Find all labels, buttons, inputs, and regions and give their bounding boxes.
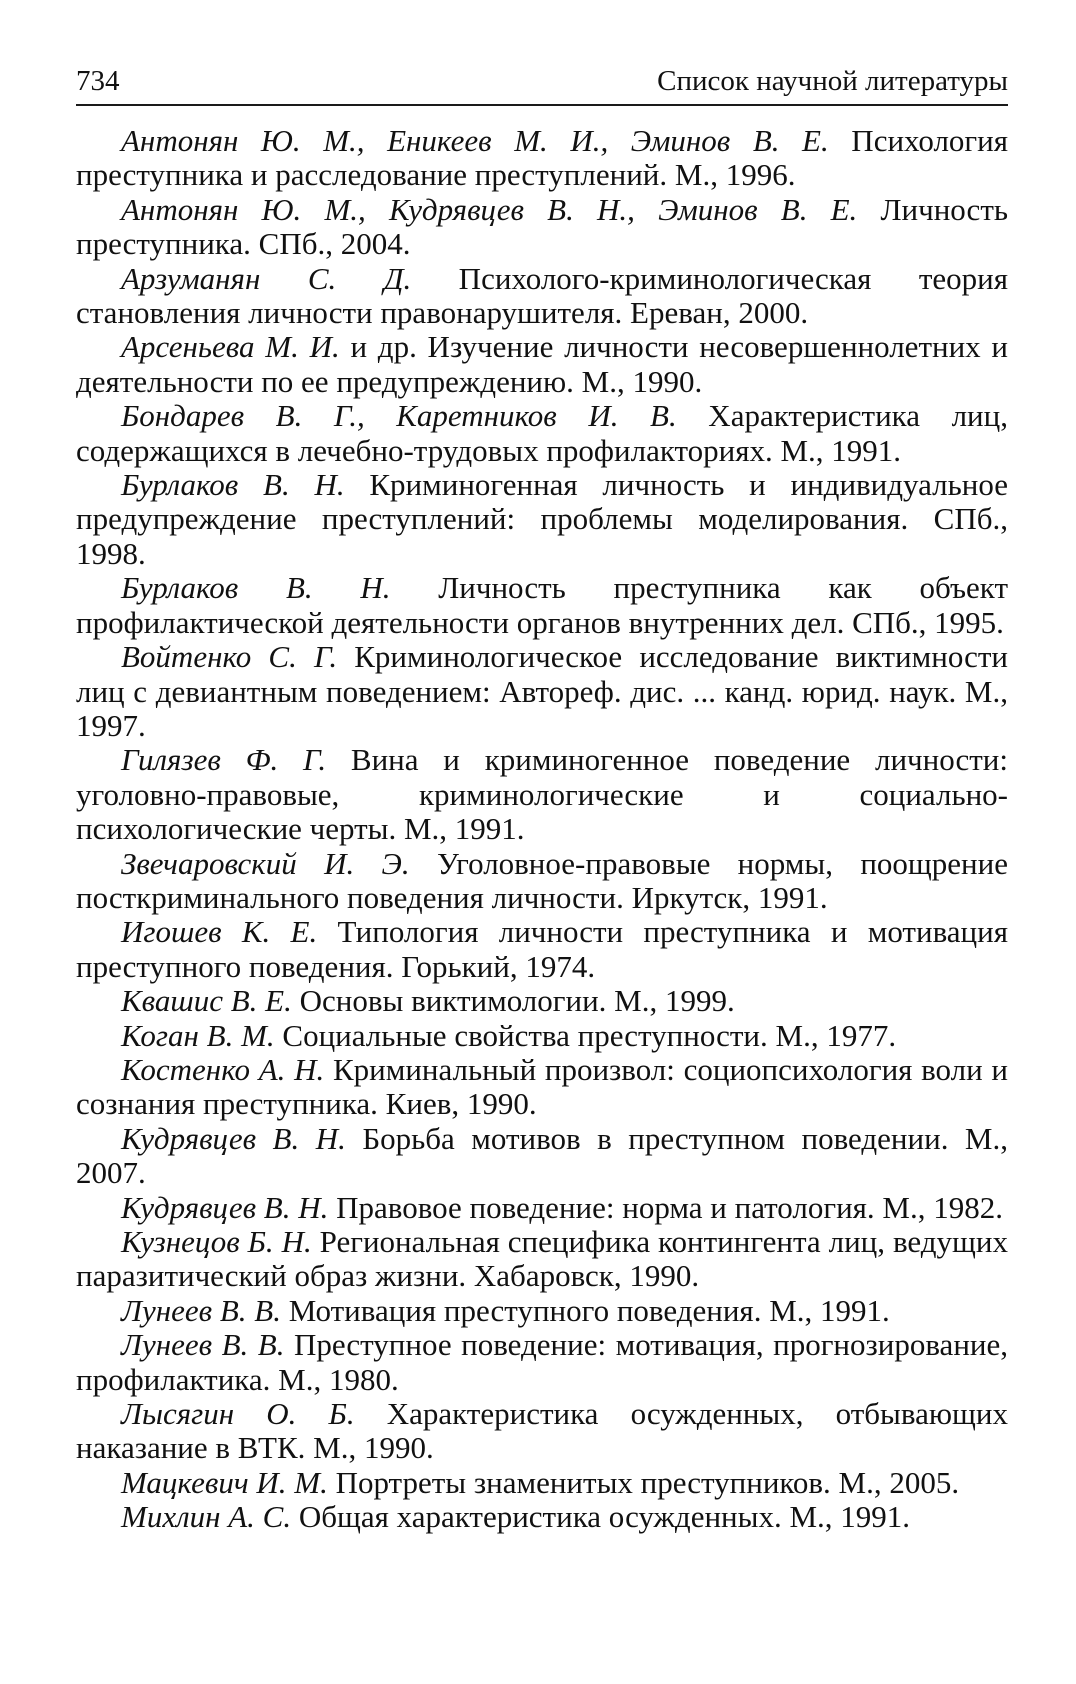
- bibliography-entry: [76, 1328, 1008, 1397]
- bibliography-entry: [76, 1122, 1008, 1191]
- entry-text: Правовое поведение: норма и патология. М., 1982.: [328, 1189, 1003, 1225]
- entry-text: Криминогенная личность и индивидуальное предупреждение преступлений: проблемы моделирования. СПб., 1998.: [76, 467, 1008, 571]
- entry-text: Психолого-криминологическая теория становления личности правонарушителя. Ереван, 2000.: [76, 260, 1008, 331]
- entry-author: Квашис В. Е.: [121, 983, 292, 1019]
- bibliography-entry: [76, 571, 1008, 640]
- bibliography-entry: [76, 847, 1008, 916]
- entry-author: Михлин А. С.: [121, 1499, 292, 1535]
- entry-author: Арсеньева М. И.: [121, 329, 340, 365]
- entry-text: Портреты знаменитых преступников. М., 2005.: [327, 1464, 960, 1500]
- entry-text: Криминальный произвол: социопсихология воли и сознания преступника. Киев, 1990.: [76, 1051, 1008, 1122]
- entry-text: Вина и криминогенное поведение личности: уголовно-правовые, криминологические и социально-психологические черты. М., 1991.: [76, 742, 1008, 847]
- bibliography-entry: [76, 468, 1008, 571]
- page-header: [76, 62, 1008, 106]
- bibliography-entry: [76, 330, 1008, 399]
- entry-author: Костенко А. Н.: [121, 1051, 325, 1087]
- entry-text: и др. Изучение личности несовершеннолетних и деятельности по ее предупреждению. М., 1990.: [76, 329, 1008, 399]
- entry-author: Кудрявцев В. Н.: [121, 1120, 346, 1156]
- bibliography-entry: [76, 1053, 1008, 1122]
- bibliography-entry: [76, 262, 1008, 331]
- entry-text: Типология личности преступника и мотивация преступного поведения. Горький, 1974.: [76, 914, 1008, 984]
- entry-author: Антонян Ю. М., Еникеев М. И., Эминов В. Е.: [121, 123, 829, 158]
- bibliography-entry: [76, 640, 1008, 743]
- entry-text: Личность преступника как объект профилактической деятельности органов внутренних дел. СПб., 1995.: [76, 570, 1008, 640]
- entry-author: Войтенко С. Г.: [121, 639, 338, 675]
- entry-text: Характеристика лиц, содержащихся в лечебно-трудовых профилакториях. М., 1991.: [76, 398, 1008, 468]
- entry-text: Личность преступника. СПб., 2004.: [76, 191, 1008, 262]
- bibliography-list: [76, 124, 1008, 1535]
- entry-author: Кудрявцев В. Н.: [121, 1189, 329, 1225]
- bibliography-entry: [76, 1294, 1008, 1328]
- entry-author: Бондарев В. Г., Каретников И. В.: [121, 398, 677, 434]
- entry-author: Бурлаков В. Н.: [121, 570, 391, 606]
- entry-text: Основы виктимологии. М., 1999.: [291, 983, 735, 1019]
- entry-text: Региональная специфика контингента лиц, ведущих паразитический образ жизни. Хабаровск, 1990.: [76, 1224, 1008, 1294]
- bibliography-entry: [76, 1466, 1008, 1500]
- entry-author: Антонян Ю. М., Кудрявцев В. Н., Эминов В. Е.: [121, 191, 858, 227]
- entry-author: Лысягин О. Б.: [121, 1396, 355, 1432]
- entry-author: Гилязев Ф. Г.: [121, 742, 327, 778]
- entry-author: Лунеев В. В.: [121, 1292, 281, 1328]
- entry-author: Звечаровский И. Э.: [121, 845, 410, 881]
- entry-author: Арзуманян С. Д.: [121, 260, 412, 296]
- entry-author: Игошев К. Е.: [121, 914, 318, 950]
- bibliography-entry: [76, 1397, 1008, 1466]
- bibliography-entry: [76, 1191, 1008, 1225]
- entry-text: Преступное поведение: мотивация, прогнозирование, профилактика. М., 1980.: [76, 1327, 1009, 1397]
- entry-author: Кузнецов Б. Н.: [121, 1224, 312, 1259]
- entry-author: Лунеев В. В.: [121, 1327, 285, 1363]
- entry-text: Мотивация преступного поведения. М., 1991.: [280, 1292, 890, 1328]
- bibliography-entry: [76, 193, 1008, 262]
- entry-text: Социальные свойства преступности. М., 1977.: [274, 1017, 897, 1053]
- page-number: 734: [76, 65, 120, 97]
- bibliography-entry: [76, 1225, 1008, 1294]
- entry-text: Криминологическое исследование виктимности лиц с девиантным поведением: Автореф. дис. ... канд. юрид. наук. М., 1997.: [76, 639, 1008, 743]
- bibliography-entry: [76, 124, 1008, 193]
- entry-author: Коган В. М.: [121, 1017, 275, 1053]
- bibliography-entry: [76, 915, 1008, 984]
- entry-text: Психология преступника и расследование преступлений. М., 1996.: [76, 123, 1008, 193]
- entry-text: Борьба мотивов в преступном поведении. М., 2007.: [76, 1120, 1008, 1191]
- bibliography-entry: [76, 984, 1008, 1018]
- bibliography-entry: [76, 1500, 1008, 1534]
- entry-text: Характеристика осужденных, отбывающих наказание в ВТК. М., 1990.: [76, 1396, 1008, 1466]
- entry-author: Бурлаков В. Н.: [121, 467, 345, 503]
- entry-author: Мацкевич И. М.: [121, 1464, 328, 1500]
- running-title: Список научной литературы: [657, 65, 1008, 97]
- bibliography-entry: [76, 1019, 1008, 1053]
- bibliography-entry: [76, 743, 1008, 846]
- entry-text: Уголовное-правовые нормы, поощрение посткриминального поведения личности. Иркутск, 1991.: [76, 845, 1008, 915]
- bibliography-entry: [76, 399, 1008, 468]
- entry-text: Общая характеристика осужденных. М., 1991.: [291, 1499, 911, 1535]
